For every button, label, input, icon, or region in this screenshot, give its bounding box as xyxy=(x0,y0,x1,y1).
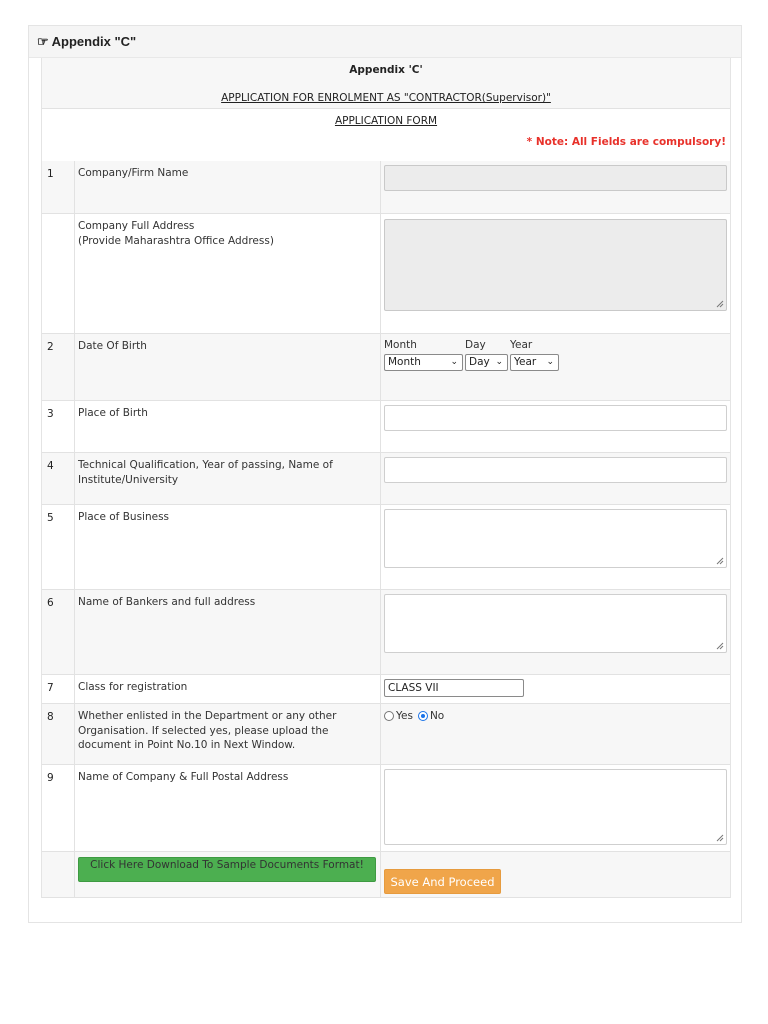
row-bankers xyxy=(42,590,730,675)
resize-grip-icon[interactable] xyxy=(715,833,724,842)
enlisted-no-label: No xyxy=(429,710,445,722)
panel-header xyxy=(29,26,741,58)
chevron-down-icon: ⌄ xyxy=(495,357,503,367)
postal-address-label: Name of Company & Full Postal Address xyxy=(78,771,289,783)
row-place-of-birth xyxy=(42,401,730,453)
resize-grip-icon[interactable] xyxy=(715,299,724,308)
row-place-of-business xyxy=(42,505,730,590)
row-number: 4 xyxy=(47,460,54,472)
dob-day-select[interactable]: Day ⌄ xyxy=(465,354,508,371)
place-of-business-textarea[interactable] xyxy=(384,509,727,568)
row-number: 7 xyxy=(47,682,54,694)
row-number: 5 xyxy=(47,512,54,524)
row-company-address xyxy=(42,214,730,334)
resize-grip-icon[interactable] xyxy=(715,641,724,650)
dob-year-caption: Year xyxy=(510,339,533,351)
application-title: APPLICATION FOR ENROLMENT AS "CONTRACTOR(Supervisor)" xyxy=(221,92,551,104)
chevron-down-icon: ⌄ xyxy=(546,357,554,367)
place-of-business-label: Place of Business xyxy=(78,511,170,523)
title-block xyxy=(42,58,730,109)
row-number: 8 xyxy=(47,711,54,723)
appendix-panel xyxy=(28,25,742,923)
row-enlisted xyxy=(42,704,730,765)
bankers-textarea[interactable] xyxy=(384,594,727,653)
bankers-label: Name of Bankers and full address xyxy=(78,596,256,608)
resize-grip-icon[interactable] xyxy=(715,556,724,565)
enlisted-radio-group xyxy=(384,710,444,722)
enlisted-yes-label: Yes xyxy=(396,710,413,722)
compulsory-note: * Note: All Fields are compulsory! xyxy=(526,136,726,148)
row-number: 3 xyxy=(47,408,54,420)
row-number: 2 xyxy=(47,341,54,353)
row-class-registration xyxy=(42,675,730,704)
form-title: APPLICATION FORM xyxy=(334,115,438,127)
row-number: 1 xyxy=(47,168,54,180)
enlisted-no-radio[interactable] xyxy=(418,711,428,721)
place-of-birth-label: Place of Birth xyxy=(78,407,148,419)
dob-label: Date Of Birth xyxy=(78,340,147,352)
hand-pointer-icon: ☞ xyxy=(37,33,49,49)
company-address-hint: (Provide Maharashtra Office Address) xyxy=(78,234,274,247)
company-name-input[interactable] xyxy=(384,165,727,191)
qualification-input[interactable] xyxy=(384,457,727,483)
dob-year-select[interactable]: Year ⌄ xyxy=(510,354,559,371)
chevron-down-icon: ⌄ xyxy=(450,357,458,367)
save-and-proceed-button[interactable]: Save And Proceed xyxy=(384,869,501,894)
postal-address-textarea[interactable] xyxy=(384,769,727,845)
class-registration-input[interactable]: CLASS VII xyxy=(384,679,524,697)
qualification-label: Technical Qualification, Year of passing, Name of Institute/University xyxy=(78,459,333,486)
company-address-label: Company Full Address xyxy=(78,220,195,232)
row-company-name xyxy=(42,161,730,214)
dob-month-select[interactable]: Month ⌄ xyxy=(384,354,463,371)
enlisted-yes-radio[interactable] xyxy=(384,711,394,721)
row-postal-address xyxy=(42,765,730,852)
row-actions xyxy=(42,852,730,898)
appendix-heading: Appendix 'C' xyxy=(349,64,423,76)
row-qualification xyxy=(42,453,730,505)
company-name-label: Company/Firm Name xyxy=(78,167,189,179)
form-title-block xyxy=(42,109,730,162)
company-address-textarea[interactable] xyxy=(384,219,727,311)
form-frame xyxy=(41,58,731,898)
place-of-birth-input[interactable] xyxy=(384,405,727,431)
class-registration-label: Class for registration xyxy=(78,681,188,693)
row-date-of-birth xyxy=(42,334,730,401)
dob-day-caption: Day xyxy=(465,339,486,351)
row-number: 9 xyxy=(47,772,54,784)
download-sample-button[interactable]: Click Here Download To Sample Documents Format! xyxy=(78,857,376,882)
dob-month-caption: Month xyxy=(384,339,417,351)
enlisted-label: Whether enlisted in the Department or any other Organisation. If selected yes, please upload the document in Point No.10 in Next Window. xyxy=(78,710,337,751)
panel-title: Appendix "C" xyxy=(51,34,137,49)
row-number: 6 xyxy=(47,597,54,609)
